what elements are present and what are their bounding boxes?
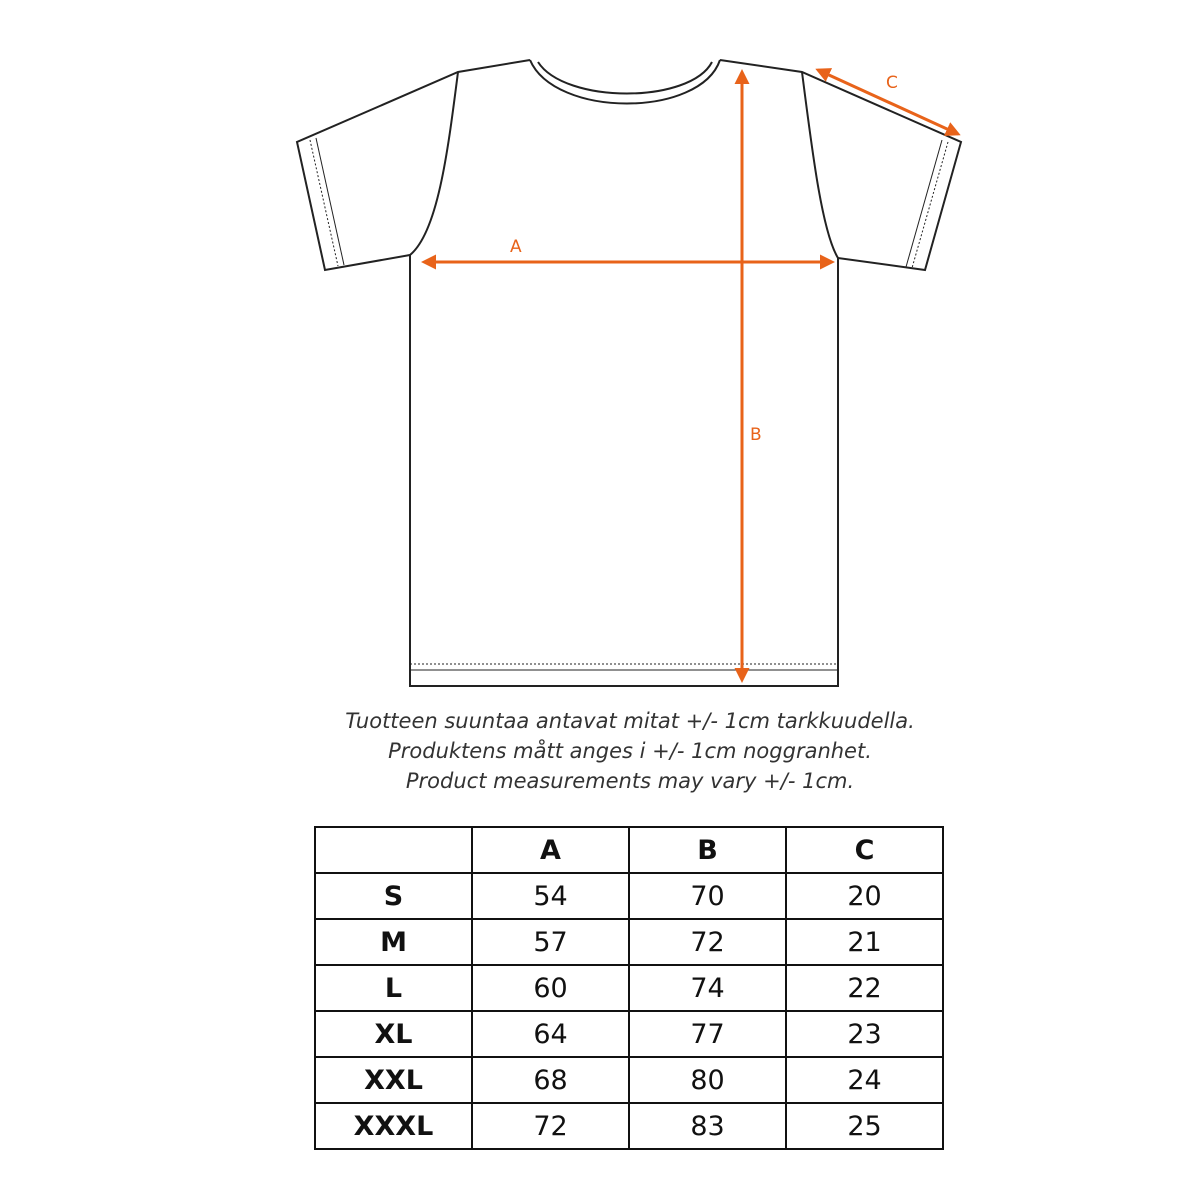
table-header-row	[315, 827, 943, 873]
note-english: Product measurements may vary +/- 1cm.	[405, 769, 855, 793]
cell-b: 72	[629, 919, 786, 965]
left-armhole-seam	[410, 72, 458, 255]
size-chart-table	[314, 826, 944, 1150]
measurement-notes	[0, 706, 1200, 796]
header-b: B	[629, 827, 786, 873]
cell-c: 22	[786, 965, 943, 1011]
tshirt-body-outline	[297, 60, 961, 686]
size-label: XXXL	[315, 1103, 472, 1149]
cell-c: 25	[786, 1103, 943, 1149]
table-row	[315, 965, 943, 1011]
cell-a: 60	[472, 965, 629, 1011]
label-c: C	[886, 73, 898, 93]
note-finnish: Tuotteen suuntaa antavat mitat +/- 1cm tarkkuudella.	[345, 709, 915, 733]
cell-a: 64	[472, 1011, 629, 1057]
table-row	[315, 873, 943, 919]
measurement-arrows	[424, 70, 958, 680]
table-row	[315, 1011, 943, 1057]
note-swedish: Produktens mått anges i +/- 1cm noggranhet.	[388, 739, 872, 763]
cell-b: 77	[629, 1011, 786, 1057]
cell-b: 80	[629, 1057, 786, 1103]
cell-a: 68	[472, 1057, 629, 1103]
size-label: S	[315, 873, 472, 919]
table-row	[315, 1103, 943, 1149]
table-row	[315, 919, 943, 965]
tshirt-collar-inner	[538, 62, 712, 94]
size-label: XXL	[315, 1057, 472, 1103]
cell-c: 21	[786, 919, 943, 965]
label-a: A	[510, 237, 522, 257]
right-armhole-seam	[802, 72, 838, 258]
cell-a: 57	[472, 919, 629, 965]
header-a: A	[472, 827, 629, 873]
left-sleeve-hem-stitch	[310, 140, 338, 266]
cell-a: 54	[472, 873, 629, 919]
cell-c: 23	[786, 1011, 943, 1057]
cell-b: 74	[629, 965, 786, 1011]
cell-b: 70	[629, 873, 786, 919]
cell-b: 83	[629, 1103, 786, 1149]
cell-c: 20	[786, 873, 943, 919]
label-b: B	[750, 425, 762, 445]
header-corner	[315, 827, 472, 873]
right-sleeve-hem-line	[906, 140, 942, 267]
size-label: XL	[315, 1011, 472, 1057]
size-label: M	[315, 919, 472, 965]
header-c: C	[786, 827, 943, 873]
table-row	[315, 1057, 943, 1103]
cell-a: 72	[472, 1103, 629, 1149]
cell-c: 24	[786, 1057, 943, 1103]
size-label: L	[315, 965, 472, 1011]
tshirt-outline	[297, 60, 961, 686]
tshirt-collar-outer	[530, 60, 720, 104]
